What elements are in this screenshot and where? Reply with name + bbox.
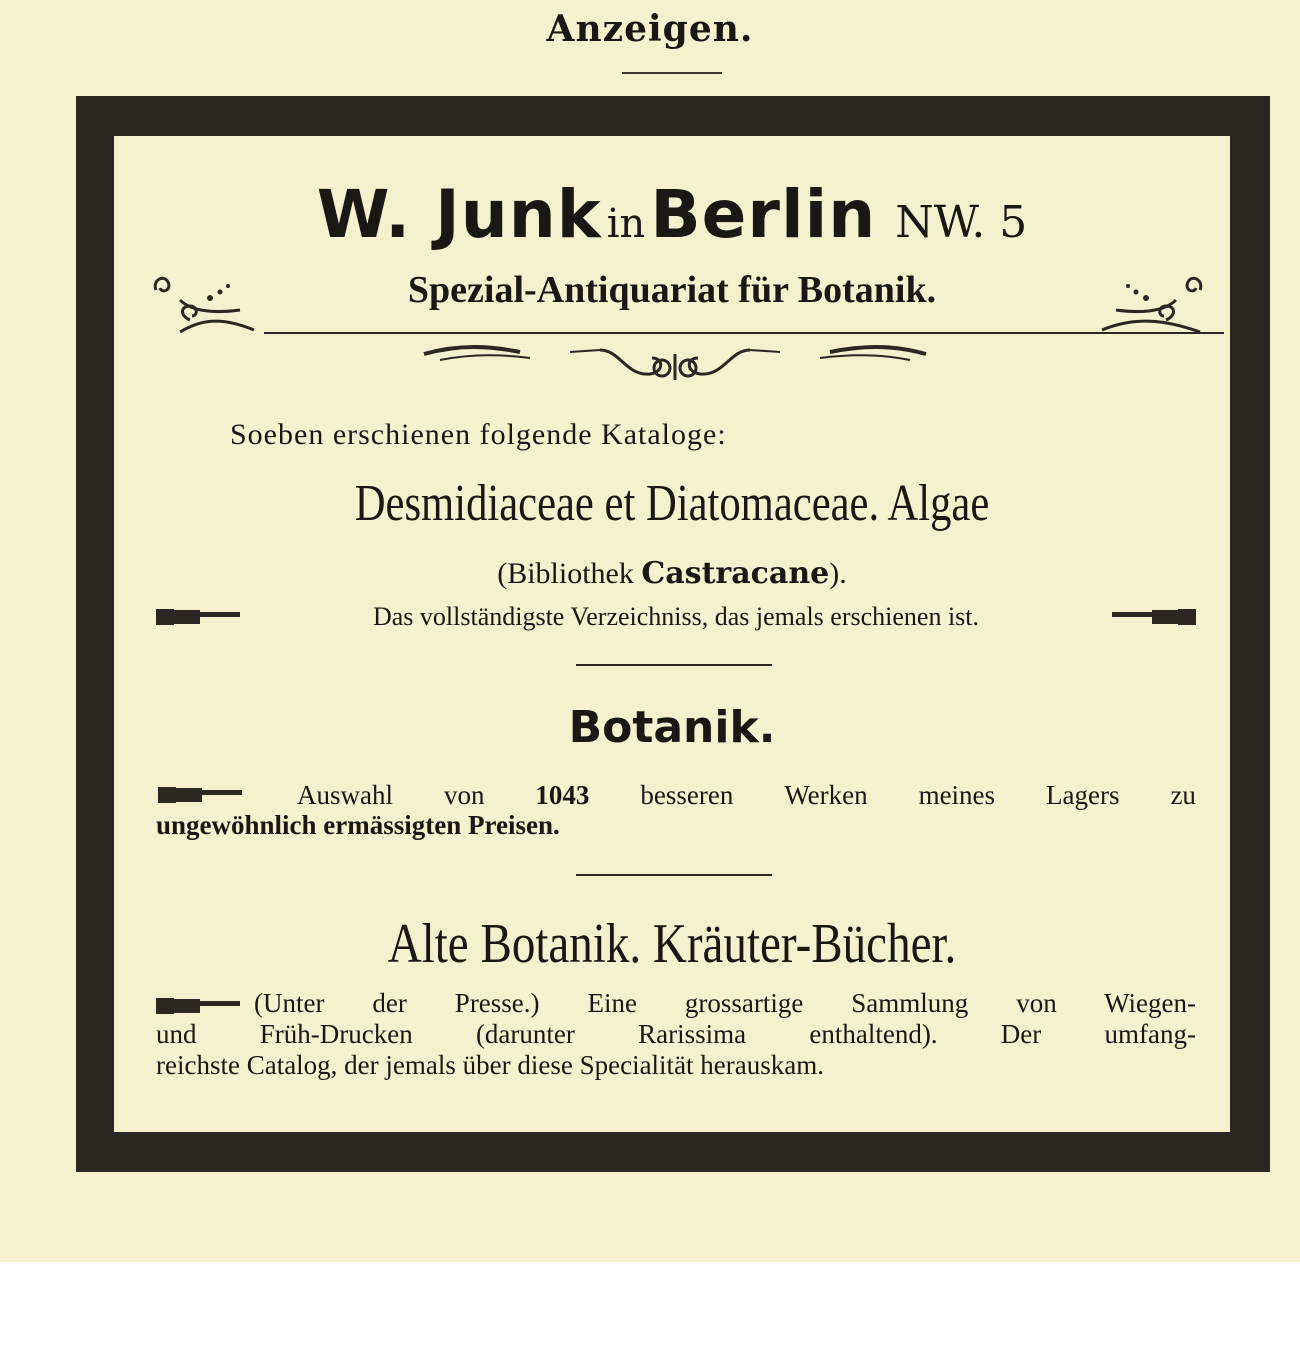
word: Auswahl xyxy=(296,780,393,810)
advertisement-box xyxy=(114,136,1230,1132)
pointing-hand-icon xyxy=(156,784,246,806)
word: Werken xyxy=(784,780,868,810)
biblio-suffix: ). xyxy=(829,557,847,590)
catalog1-title: Desmidiaceae et Diatomaceae. Algae xyxy=(354,475,990,532)
firm-title xyxy=(114,176,1230,253)
frame-right-border xyxy=(1230,136,1270,1132)
section3-line2: und Früh-Drucken (darunter Rarissima enthaltend). Der umfang- xyxy=(156,1019,1196,1049)
biblio-name: Castracane xyxy=(641,556,830,591)
section3-title: Alte Botanik. Kräuter-Bücher. xyxy=(387,913,957,975)
word: zu xyxy=(1170,780,1196,810)
word: besseren xyxy=(640,780,734,810)
section2-line1 xyxy=(156,780,1196,810)
word: Lagers xyxy=(1046,780,1120,810)
pointing-hand-icon xyxy=(156,995,242,1017)
section3-line1 xyxy=(156,988,1196,1019)
section3-line3: reichste Catalog, der jemals über diese Specialität herauskam. xyxy=(156,1050,824,1080)
frame-bottom-border xyxy=(76,1132,1270,1172)
word: 1043 xyxy=(535,780,590,810)
firm-in: in xyxy=(606,201,646,247)
catalog-intro: Soeben erschienen folgende Kataloge: xyxy=(230,418,727,451)
bottom-white-bar xyxy=(0,1262,1300,1354)
biblio-prefix: (Bibliothek xyxy=(497,557,634,590)
catalog1-note-text: Das vollständigste Verzeichniss, das jemals erschienen ist. xyxy=(372,602,980,631)
section-rule xyxy=(576,874,772,876)
catalog1-note xyxy=(156,602,1196,632)
firm-district: NW. 5 xyxy=(895,197,1028,248)
ornament-scroll-icon xyxy=(420,336,930,388)
section-rule xyxy=(576,664,772,666)
word: von xyxy=(443,780,485,810)
frame-top-border xyxy=(76,96,1270,136)
word: meines xyxy=(918,780,996,810)
ornament-rule xyxy=(264,332,1224,334)
heading-rule xyxy=(622,72,722,74)
firm-name: W. Junk xyxy=(316,176,602,253)
section2-text xyxy=(156,780,1196,840)
catalog1-biblio xyxy=(114,556,1230,591)
section3-line1-text: (Unter der Presse.) Eine grossartige Sammlung von Wiegen- xyxy=(254,988,1196,1018)
page-heading: Anzeigen. xyxy=(546,8,754,50)
section2-line2: ungewöhnlich ermässigten Preisen. xyxy=(156,810,560,840)
frame-left-border xyxy=(76,136,114,1132)
firm-subtitle: Spezial-Antiquariat für Botanik. xyxy=(407,269,937,311)
firm-city: Berlin xyxy=(650,176,877,253)
pointing-hand-icon xyxy=(1110,606,1196,628)
section3-text xyxy=(156,988,1196,1081)
pointing-hand-icon xyxy=(156,606,242,628)
section2-title: Botanik. xyxy=(568,702,776,753)
